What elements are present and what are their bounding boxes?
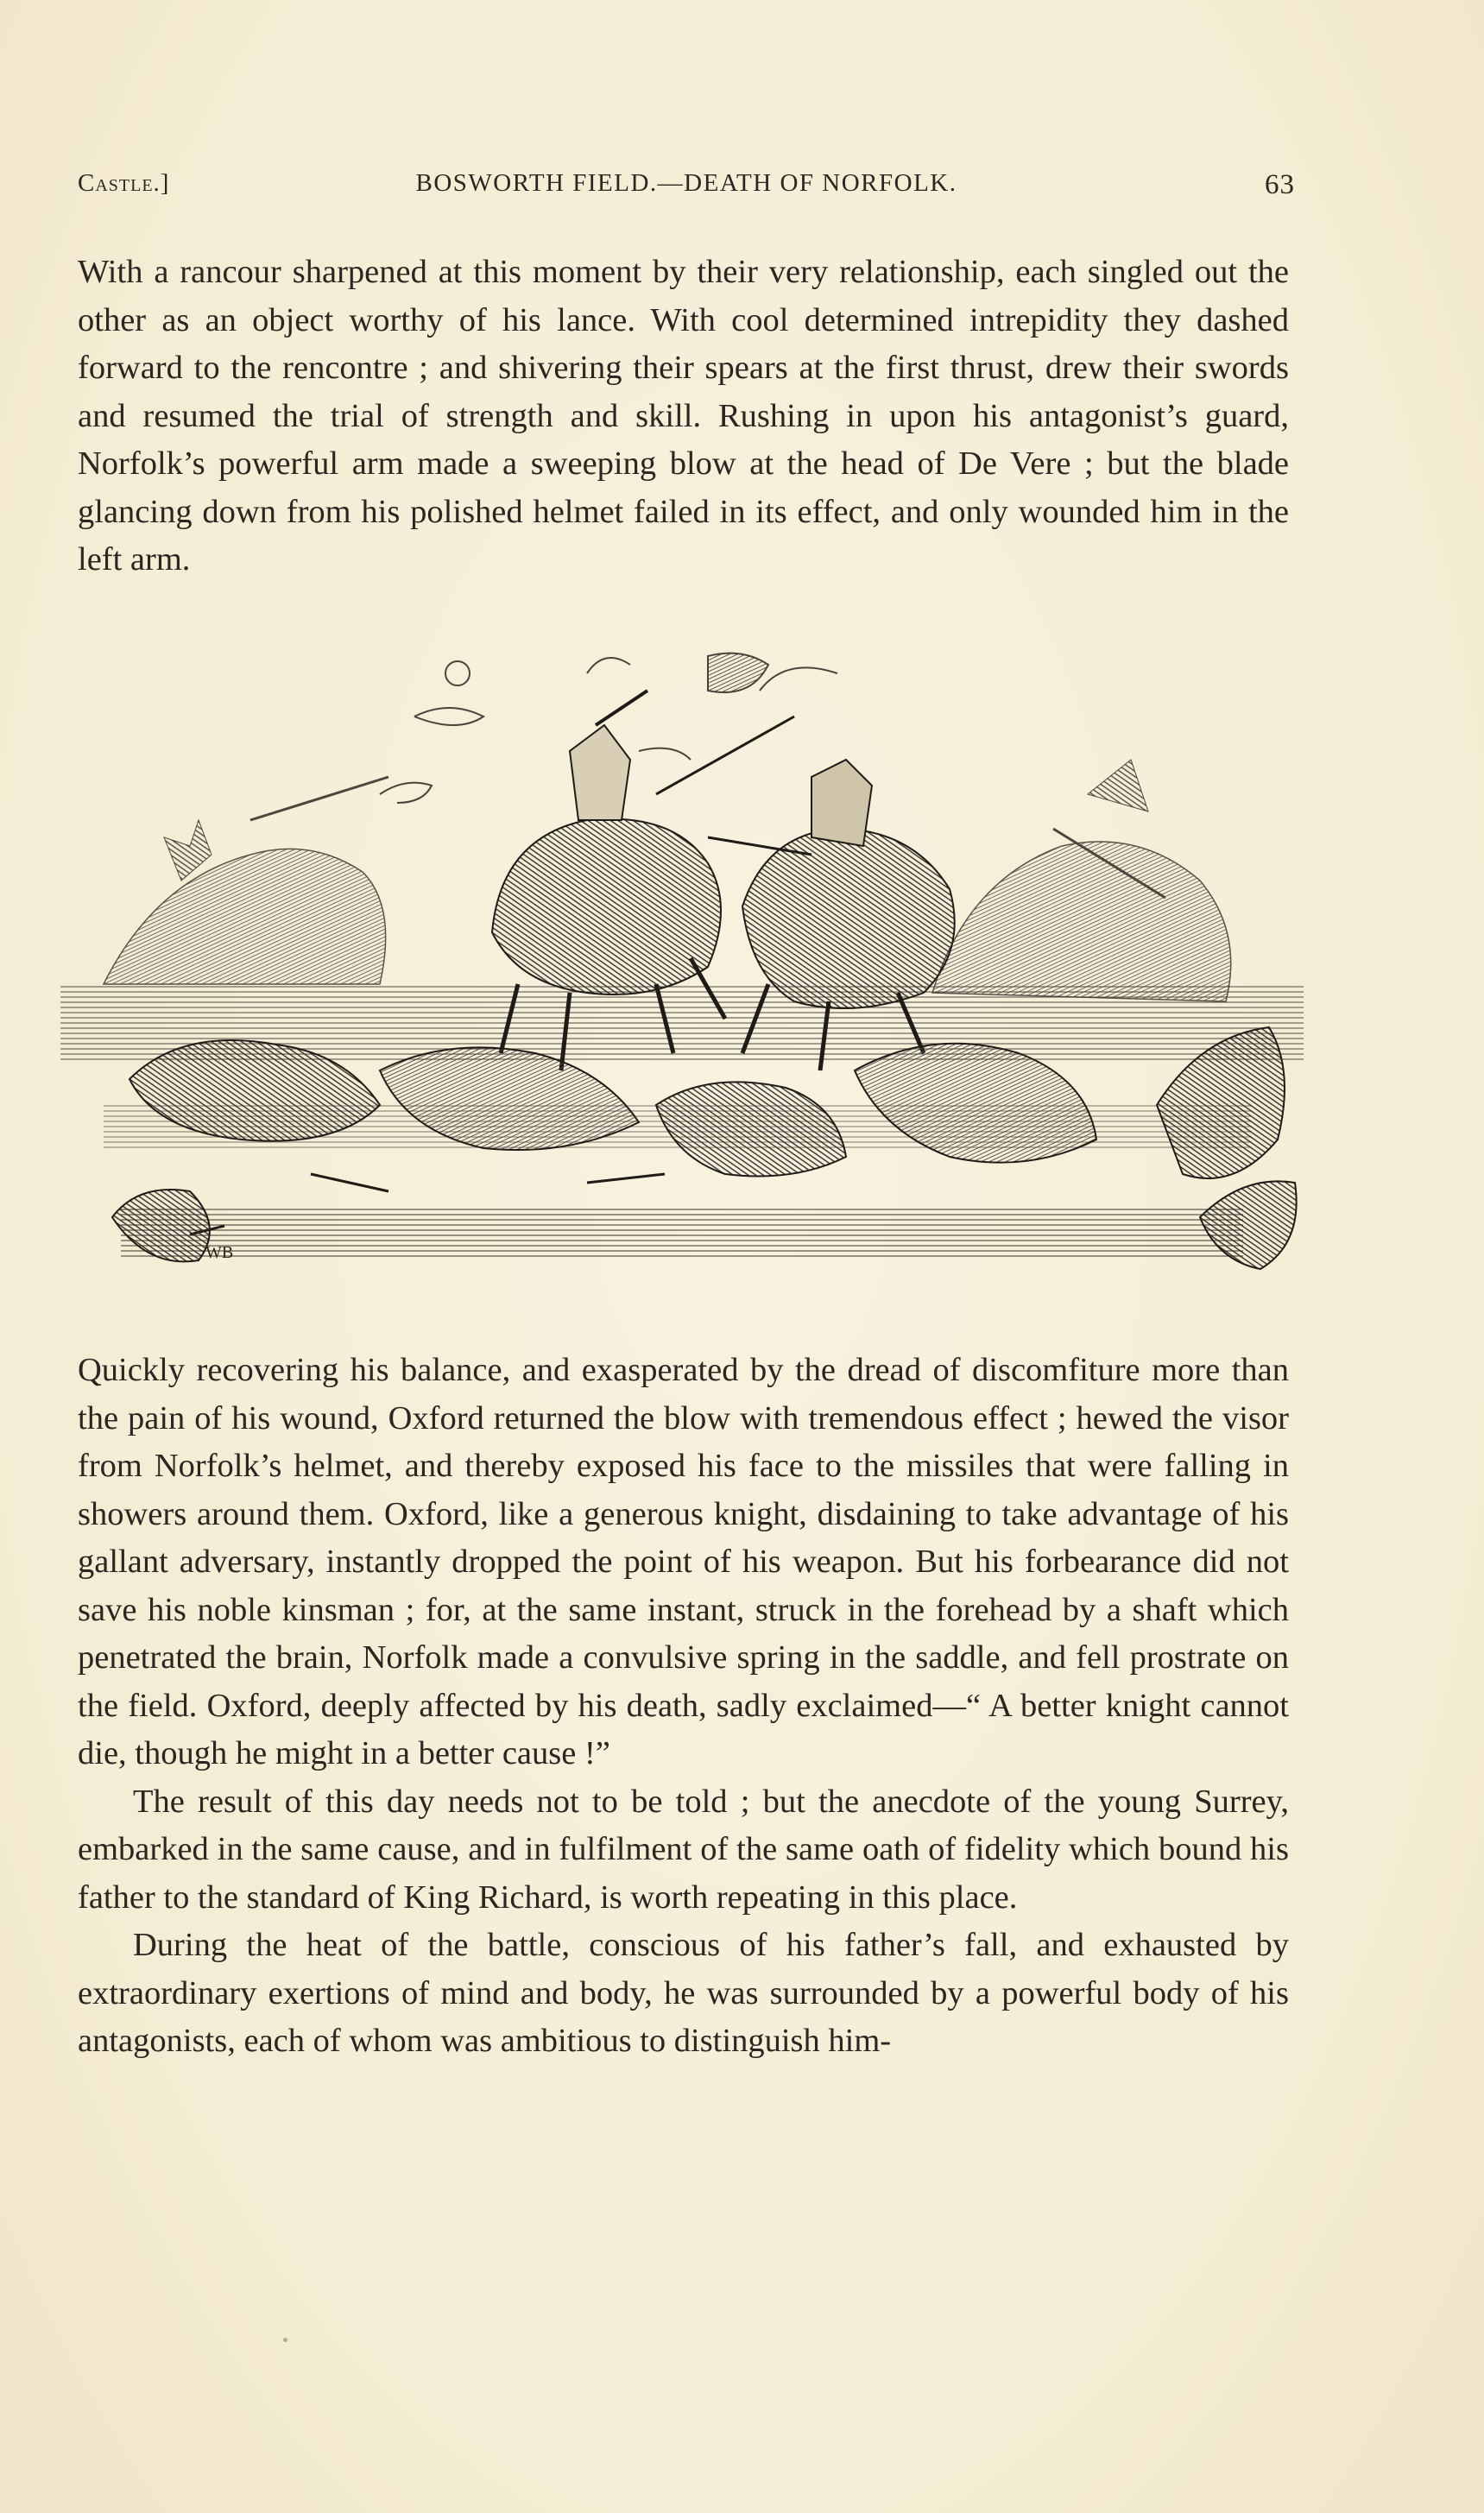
background-riders-left xyxy=(104,777,388,984)
engraver-signature: WB xyxy=(205,1243,234,1262)
engraving-battle-scene xyxy=(52,622,1312,1304)
page-number: 63 xyxy=(1265,169,1295,200)
paper-speck xyxy=(283,2338,287,2342)
running-head-title: BOSWORTH FIELD.—DEATH OF NORFOLK. xyxy=(415,169,957,197)
engraving-svg xyxy=(52,622,1312,1304)
body-text-bottom xyxy=(78,1347,1289,2066)
paragraph: During the heat of the battle, conscious of his father’s fall, and exhausted by extraordinary exertions of mind and body, he was surrounded by a powerful body of his antagonists, each of whom was ambitious to distinguish him- xyxy=(78,1927,1289,2059)
running-head xyxy=(78,169,1295,212)
background-riders-right xyxy=(932,760,1231,1001)
paragraph: Quickly recovering his balance, and exasperated by the dread of discomfiture more than the pain of his wound, Oxford returned the blow with tremendous effect ; hewed the visor from Norfolk’s helmet, and thereby exposed his face to the missiles that were falling in showers around them. Oxford, like a generous knight, disdaining to take advantage of his gallant adversary, instantly dropped the point of his weapon. But his forbearance did not save his noble kinsman ; for, at the same instant, struck in the forehead by a shaft which penetrated the brain, Norfolk made a convulsive spring in the saddle, and fell prostrate on the field. Oxford, deeply affected by his death, sadly exclaimed—“ A better knight cannot die, though he might in a better cause !” xyxy=(78,1352,1289,1771)
running-head-section: Castle.] xyxy=(78,169,170,197)
paragraph: The result of this day needs not to be told ; but the anecdote of the young Surrey, embarked in the same cause, and in fulfilment of the same oath of fidelity which bound his father to the standard of King Richard, is worth repeating in this place. xyxy=(78,1783,1289,1916)
body-text-top xyxy=(78,249,1289,584)
paragraph: With a rancour sharpened at this moment by their very relationship, each singled out the other as an object worthy of his lance. With cool determined intrepidity they dashed forward to the rencontre ; and shivering their spears at the first thrust, drew their swords and resumed the trial of strength and skill. Rushing in upon his antagonist’s guard, Norfolk’s powerful arm made a sweeping blow at the head of De Vere ; but the blade glancing down from his polished helmet failed in its effect, and only wounded him in the left arm. xyxy=(78,254,1289,578)
